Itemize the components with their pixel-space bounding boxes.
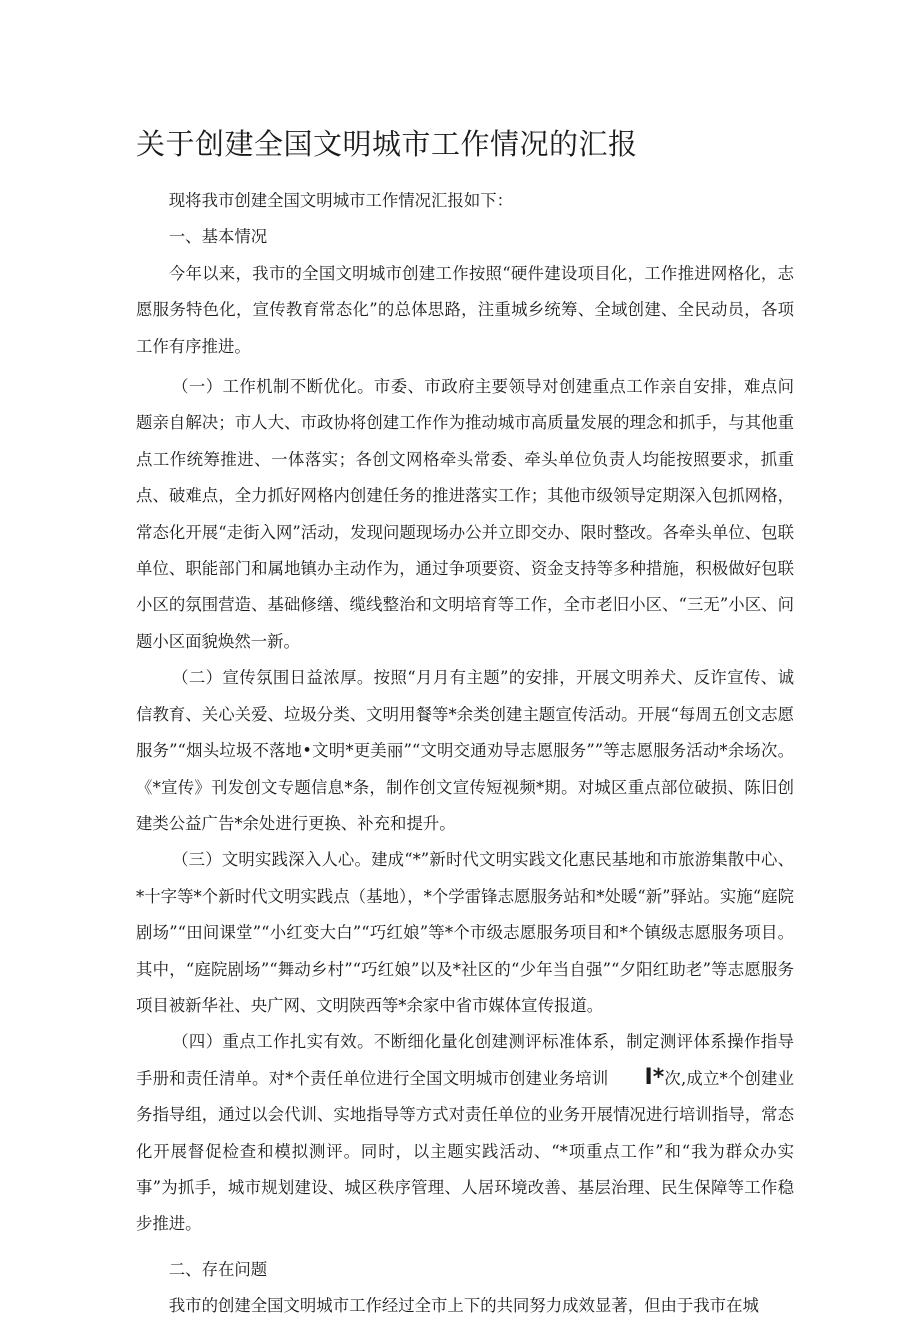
- problems-paragraph: 我市的创建全国文明城市工作经过全市上下的共同努力成效显著，但由于我市在城: [168, 1296, 759, 1316]
- section-heading-problems: 二、存在问题: [168, 1259, 268, 1279]
- stray-mark: I*: [644, 1064, 665, 1090]
- item-key-work-text-b: 次,成立*个创建业务指导组，通过以会代训、实地指导等方式对责任单位的业务开展情况进行培训指导，常态化开展督促检查和模拟测评。同时，以主题实践活动、“*项重点工作”和“我为群众办实事”为抓手，城市规划建设、城区秩序管理、人居环境改善、基层治理、民生保障等工作稳步推进。: [136, 1068, 795, 1234]
- item-key-work-text-a: （四）重点工作扎实有效。不断细化量化创建测评标准体系，制定测评体系操作指导手册和责任清单。对*个责任单位进行全国文明城市创建业务培训: [136, 1032, 794, 1088]
- basic-situation-paragraph: 今年以来，我市的全国文明城市创建工作按照“硬件建设项目化，工作推进网格化，志愿服务特色化，宣传教育常态化”的总体思路，注重城乡统筹、全域创建、全民动员，各项工作有序推进。: [136, 263, 794, 356]
- item-key-work: [136, 1024, 794, 1242]
- item-publicity: （二）宣传氛围日益浓厚。按照“月月有主题”的安排，开展文明养犬、反诈宣传、诚信教育、关心关爱、垃圾分类、文明用餐等*余类创建主题宣传活动。开展“每周五创文志愿服务”“烟头垃圾不落地•文明*更美丽”“文明交通劝导志愿服务””等志愿服务活动*余场次。《*宣传》刊发创文专题信息*条，制作创文宣传短视频*期。对城区重点部位破损、陈旧创建类公益广告*余处进行更换、补充和提升。: [136, 668, 794, 833]
- section-heading-basic: 一、基本情况: [168, 227, 268, 247]
- intro-paragraph: 现将我市创建全国文明城市工作情况汇报如下：: [168, 191, 513, 210]
- item-work-mechanism: （一）工作机制不断优化。市委、市政府主要领导对创建重点工作亲自安排，难点问题亲自解决；市人大、市政协将创建工作作为推动城市高质量发展的理念和抓手，与其他重点工作统筹推进、一体落实；各创文网格牵头常委、牵头单位负责人均能按照要求，抓重点、破难点，全力抓好网格内创建任务的推进落实工作；其他市级领导定期深入包抓网格，常态化开展“走街入网”活动，发现问题现场办公并立即交办、限时整改。各牵头单位、包联单位、职能部门和属地镇办主动作为，通过争项要资、资金支持等多种措施，积极做好包联小区的氛围营造、基础修缮、缆线整治和文明培育等工作，全市老旧小区、“三无”小区、问题小区面貌焕然一新。: [136, 377, 794, 651]
- document-title: 关于创建全国文明城市工作情况的汇报: [136, 127, 638, 161]
- document-body: [136, 183, 794, 1325]
- item-civilization-practice: （三）文明实践深入人心。建成“*”新时代文明实践文化惠民基地和市旅游集散中心、*十字等*个新时代文明实践点（基地），*个学雷锋志愿服务站和*处暖“新”驿站。实施“庭院剧场”“田间课堂”“小红变大白”“巧红娘”等*个市级志愿服务项目和*个镇级志愿服务项目。其中，“庭院剧场”“舞动乡村”“巧红娘”以及*社区的“少年当自强”“夕阳红助老”等志愿服务项目被新华社、央广网、文明陕西等*余家中省市媒体宣传报道。: [136, 850, 794, 1015]
